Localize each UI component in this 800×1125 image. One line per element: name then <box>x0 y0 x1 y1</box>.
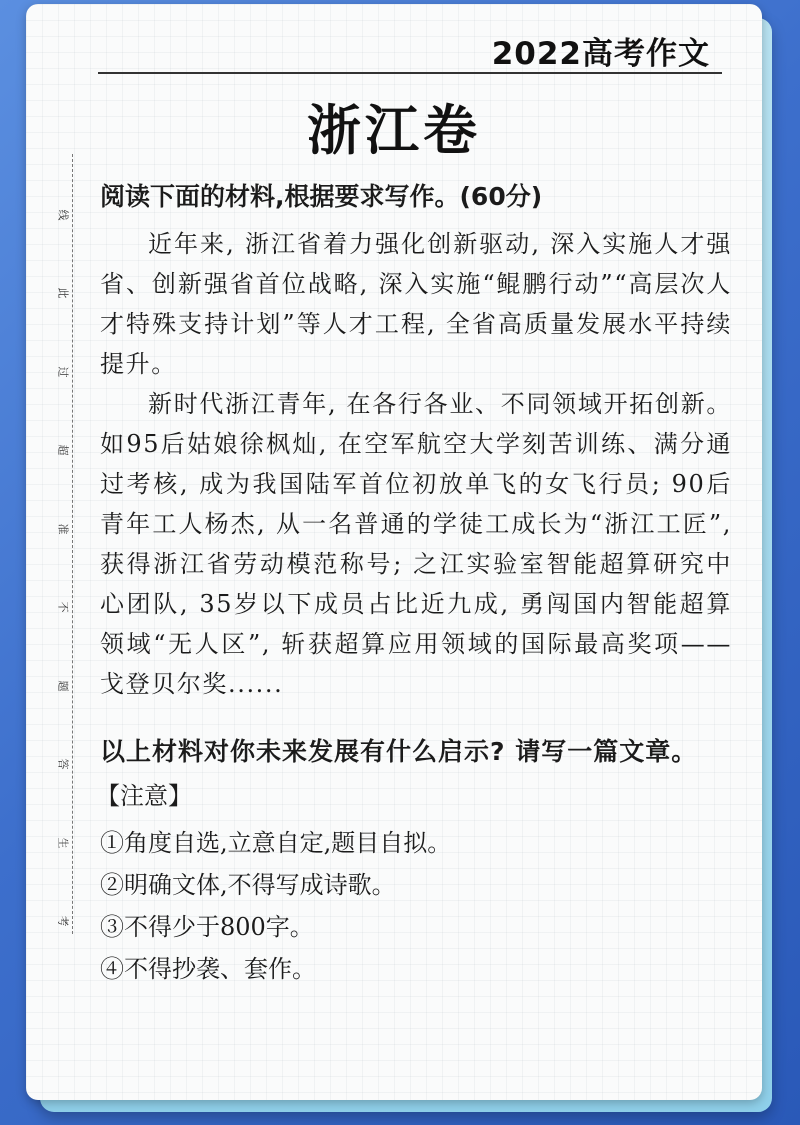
notes-heading: 【注意】 <box>96 782 192 810</box>
binding-char: 超 <box>56 444 69 456</box>
binding-char: 线 <box>56 209 69 221</box>
question-text: 以上材料对你未来发展有什么启示? 请写一篇文章。 <box>100 737 698 766</box>
note-item: ②明确文体,不得写成诗歌。 <box>100 871 396 899</box>
binding-char: 不 <box>56 601 69 613</box>
material-paragraph: 新时代浙江青年, 在各行各业、不同领域开拓创新。如95后姑娘徐枫灿, 在空军航空大学刻苦训练、满分通过考核, 成为我国陆军首位初放单飞的女飞行员; 90后青年工人杨杰, 从一名普通的学徒工成长为“浙江工匠”, 获得浙江省劳动模范称号; 之江实验室智能超算研究中心团队, 35岁以下成员占比近九成, 勇闯国内智能超算领域“无人区”, 斩获超算应用领域的国际最高奖项——戈登贝尔奖...... <box>100 390 732 698</box>
header-label: 2022高考作文 <box>491 36 710 72</box>
page-title: 浙江卷 <box>307 99 481 162</box>
binding-char: 题 <box>56 680 69 692</box>
note-item: ④不得抄袭、套作。 <box>100 955 316 983</box>
note-item: ③不得少于800字。 <box>100 913 314 941</box>
binding-dashed-line <box>72 154 73 934</box>
material-paragraph: 近年来, 浙江省着力强化创新驱动, 深入实施人才强省、创新强省首位战略, 深入实施“鲲鹏行动”“高层次人才特殊支持计划”等人才工程, 全省高质量发展水平持续提升。 <box>100 230 732 378</box>
binding-char: 此 <box>56 287 69 299</box>
binding-char: 生 <box>56 837 69 848</box>
exam-paper <box>26 4 762 1100</box>
binding-char: 答 <box>56 758 69 770</box>
binding-char: 准 <box>56 523 69 535</box>
binding-char: 过 <box>56 366 69 378</box>
essay-prompt <box>96 176 732 990</box>
header-rule <box>98 72 722 74</box>
binding-margin-text <box>55 208 69 928</box>
note-item: ①角度自选,立意自定,题目自拟。 <box>100 829 452 857</box>
instruction-text: 阅读下面的材料,根据要求写作。(60分) <box>100 182 543 211</box>
binding-char: 考 <box>56 915 69 927</box>
